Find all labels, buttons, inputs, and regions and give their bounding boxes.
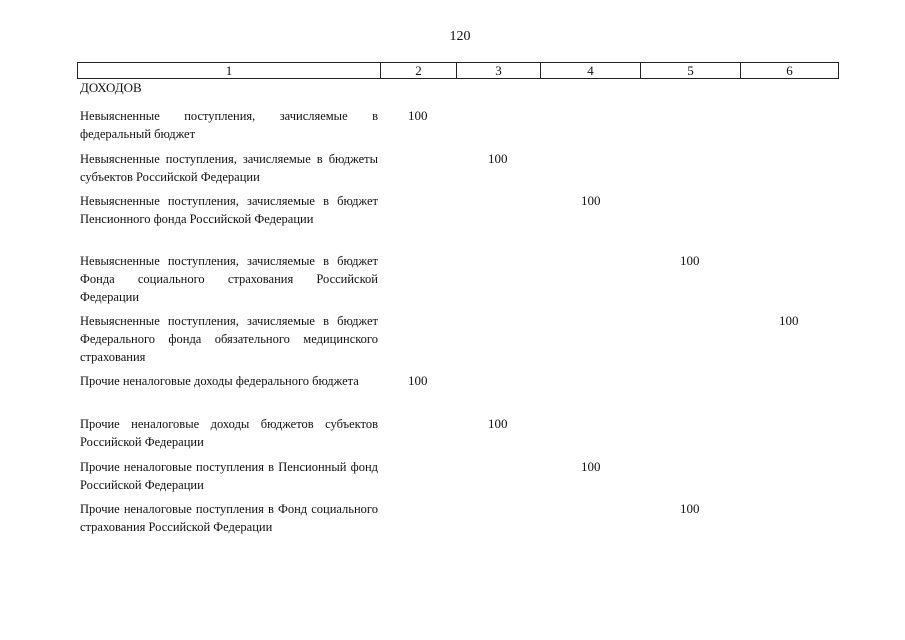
row-value: 100 [488, 416, 508, 431]
row-label: Невыясненные поступления, зачисляемые в бюджет Фонда социального страхования Российской Федерации [80, 254, 378, 304]
row-value: 100 [581, 459, 601, 474]
row-value: 100 [408, 373, 428, 388]
row-label: Прочие неналоговые доходы федерального бюджета [80, 374, 359, 388]
row-label: Невыясненные поступления, зачисляемые в бюджет Пенсионного фонда Российской Федерации [80, 194, 378, 226]
table-column-header [77, 62, 839, 79]
column-header-5: 5 [641, 63, 741, 78]
row-value: 100 [680, 501, 700, 516]
row-label: Прочие неналоговые поступления в Фонд социального страхования Российской Федерации [80, 502, 378, 534]
column-header-2: 2 [381, 63, 457, 78]
section-heading: ДОХОДОВ [80, 80, 142, 95]
row-label: Невыясненные поступления, зачисляемые в бюджет Федерального фонда обязательного медицинского страхования [80, 314, 378, 364]
row-value: 100 [581, 193, 601, 208]
row-value: 100 [680, 253, 700, 268]
row-label: Прочие неналоговые поступления в Пенсионный фонд Российской Федерации [80, 460, 378, 492]
column-header-6: 6 [786, 63, 793, 78]
row-value: 100 [408, 108, 428, 123]
row-label: Прочие неналоговые доходы бюджетов субъектов Российской Федерации [80, 417, 378, 449]
row-label: Невыясненные поступления, зачисляемые в бюджеты субъектов Российской Федерации [80, 152, 378, 184]
page-number: 120 [449, 29, 471, 44]
column-header-1: 1 [78, 63, 381, 78]
row-value: 100 [779, 313, 799, 328]
row-label: Невыясненные поступления, зачисляемые в федеральный бюджет [80, 109, 378, 141]
column-header-3: 3 [457, 63, 541, 78]
column-header-4: 4 [541, 63, 641, 78]
row-value: 100 [488, 151, 508, 166]
